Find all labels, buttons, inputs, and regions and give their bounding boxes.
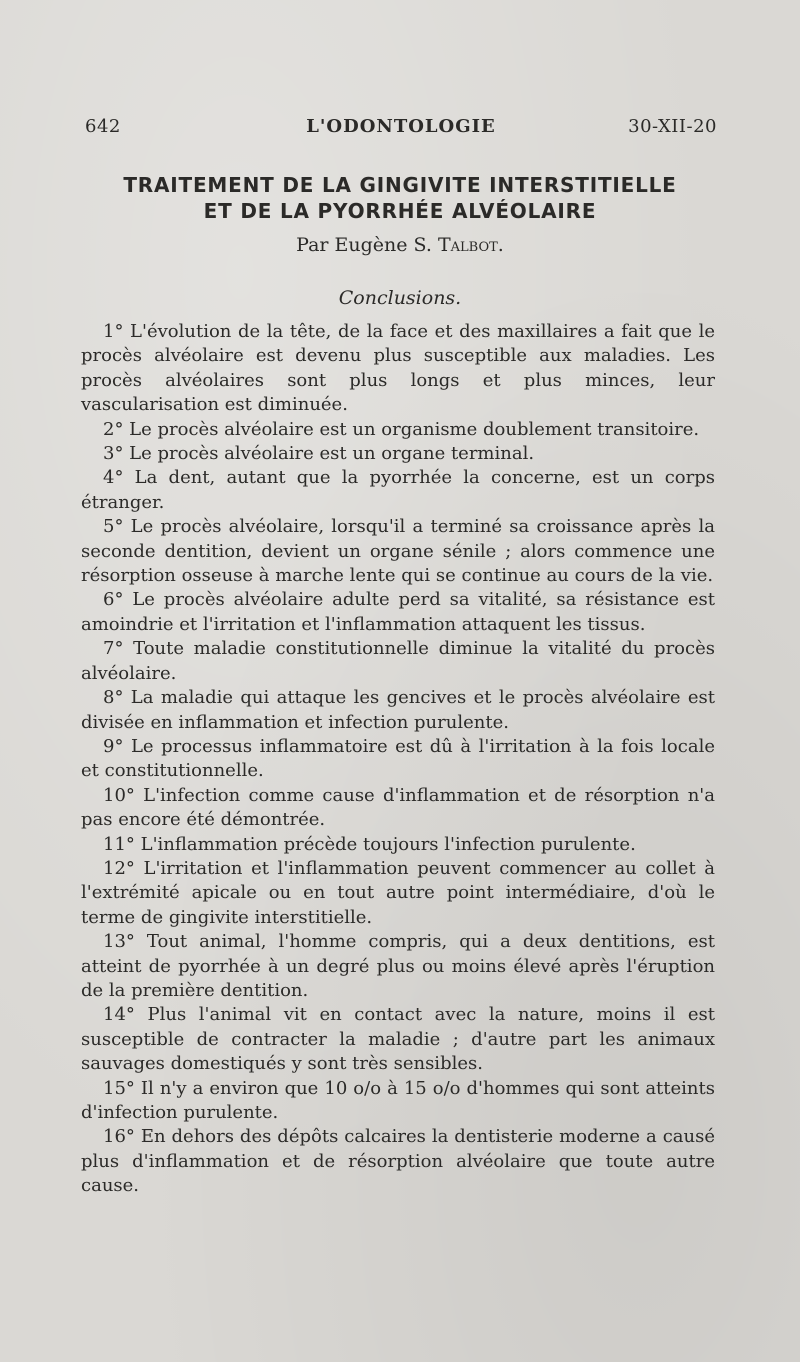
conclusion-6: 6° Le procès alvéolaire adulte perd sa vitalité, sa résistance est amoindrie et l'irritation et l'inflammation attaquent les tissus. — [81, 589, 715, 635]
author-name: Talbot. — [437, 234, 504, 256]
conclusion-10: 10° L'infection comme cause d'inflammation et de résorption n'a pas encore été démontrée. — [81, 784, 715, 831]
conclusion-7: 7° Toute maladie constitutionnelle diminue la vitalité du procès alvéolaire. — [81, 638, 715, 684]
article-title-line-2: ET DE LA PYORRHÉE ALVÉOLAIRE — [203, 199, 597, 223]
issue-date: 30-XII-20 — [628, 116, 717, 137]
running-head — [85, 116, 717, 142]
conclusion-11: 11° L'inflammation précède toujours l'infection purulente. — [103, 833, 636, 855]
conclusion-16: 16° En dehors des dépôts calcaires la dentisterie moderne a causé plus d'inflammation et de résorption alvéolaire que toute autre cause. — [81, 1126, 715, 1197]
article-title — [60, 172, 740, 224]
conclusion-14: 14° Plus l'animal vit en contact avec la nature, moins il est susceptible de contracter la maladie ; d'autre part les animaux sauvages domestiqués y sont très sensibles. — [81, 1004, 715, 1075]
conclusion-5: 5° Le procès alvéolaire, lorsqu'il a terminé sa croissance après la seconde dentition, devient un organe sénile ; alors commence une résorption osseuse à marche lente qui se continue au cours de la vie. — [81, 516, 715, 587]
section-heading: Conclusions. — [338, 287, 462, 309]
page-number: 642 — [85, 116, 121, 137]
conclusion-15: 15° Il n'y a environ que 10 o/o à 15 o/o d'hommes qui sont atteints d'infection purulente. — [81, 1077, 715, 1123]
conclusion-4: 4° La dent, autant que la pyorrhée la concerne, est un corps étranger. — [81, 467, 715, 513]
journal-title: L'ODONTOLOGIE — [306, 116, 496, 137]
conclusion-1: 1° L'évolution de la tête, de la face et des maxillaires a fait que le procès alvéolaire est devenu plus susceptible aux maladies. Les procès alvéolaires sont plus longs et plus minces, leur vascularisation est diminuée. — [81, 321, 715, 416]
conclusion-9: 9° Le processus inflammatoire est dû à l'irritation à la fois locale et constitutionnelle. — [81, 735, 715, 782]
article-body — [81, 320, 715, 1199]
byline — [60, 232, 740, 258]
conclusion-13: 13° Tout animal, l'homme compris, qui a deux dentitions, est atteint de pyorrhée à un degré plus ou moins élevé après l'éruption de la première dentition. — [81, 931, 715, 1001]
conclusion-12: 12° L'irritation et l'inflammation peuvent commencer au collet à l'extrémité apicale ou en tout autre point intermédiaire, d'où le terme de gingivite interstitielle. — [81, 857, 715, 928]
conclusion-2: 2° Le procès alvéolaire est un organisme doublement transitoire. — [103, 418, 700, 440]
byline-prefix: Par Eugène S. — [296, 234, 438, 256]
article-title-line-1: TRAITEMENT DE LA GINGIVITE INTERSTITIELLE — [123, 173, 677, 197]
conclusion-3: 3° Le procès alvéolaire est un organe terminal. — [103, 443, 535, 465]
conclusion-8: 8° La maladie qui attaque les gencives et le procès alvéolaire est divisée en inflammation et infection purulente. — [81, 687, 715, 733]
